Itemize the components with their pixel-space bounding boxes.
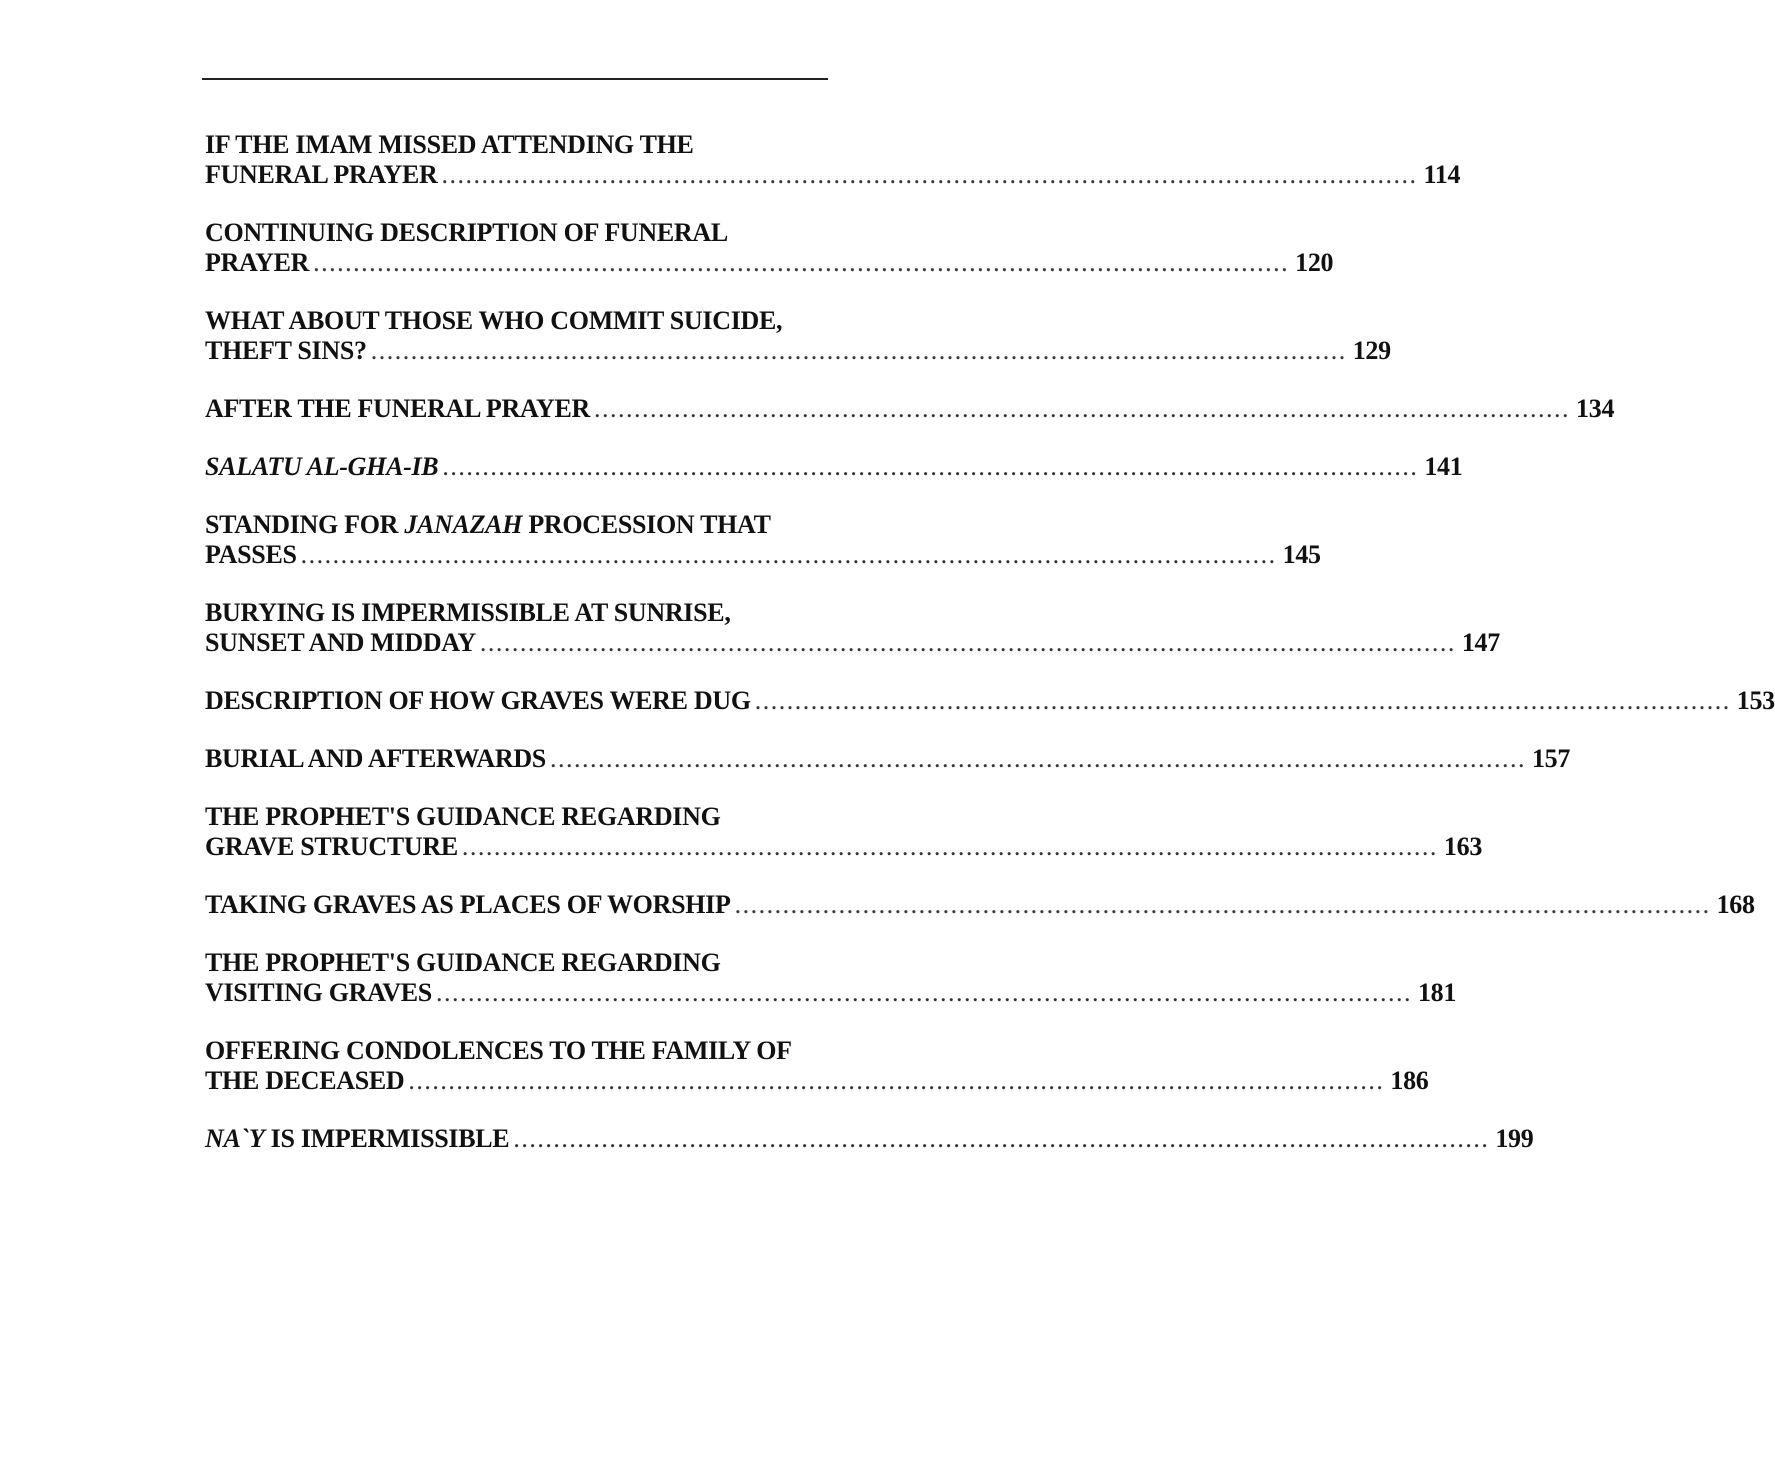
entry-title-line1: THE PROPHET'S GUIDANCE REGARDING	[205, 948, 721, 977]
page-number: 181	[1417, 978, 1457, 1007]
title-part: IS IMPERMISSIBLE	[264, 1124, 510, 1153]
entry-title-line1: WHAT ABOUT THOSE WHO COMMIT SUICIDE,	[205, 306, 783, 335]
entry-title: TAKING GRAVES AS PLACES OF WORSHIP	[205, 890, 731, 919]
page-number: 163	[1443, 832, 1483, 861]
title-part: STANDING FOR	[205, 510, 405, 539]
toc-entry	[205, 890, 1755, 920]
entry-title-line1: BURYING IS IMPERMISSIBLE AT SUNRISE,	[205, 598, 731, 627]
toc-entry	[205, 452, 1463, 482]
toc-entry	[205, 1036, 1429, 1096]
page-number: 114	[1423, 160, 1461, 189]
dot-leader: ..........................................................................................................................	[549, 744, 1526, 773]
dot-leader: ..........................................................................................................................	[435, 978, 1412, 1007]
toc-entry	[205, 948, 1457, 1008]
toc-entry	[205, 598, 1500, 658]
dot-leader: ..........................................................................................................................	[441, 160, 1418, 189]
page-number: 199	[1495, 1124, 1534, 1153]
toc-entry	[205, 1124, 1534, 1154]
entry-title-line2: FUNERAL PRAYER	[205, 160, 438, 189]
entry-title-line1: CONTINUING DESCRIPTION OF FUNERAL	[205, 218, 728, 247]
entry-title	[205, 1124, 509, 1154]
entry-title-line2: PRAYER	[205, 248, 310, 277]
page-number: 129	[1352, 336, 1391, 365]
toc-entry	[205, 686, 1775, 716]
dot-leader: ..........................................................................................................................	[479, 628, 1456, 657]
title-italic-term: NA`Y	[205, 1124, 265, 1153]
entry-title: AFTER THE FUNERAL PRAYER	[205, 394, 591, 423]
dot-leader: ..........................................................................................................................	[594, 394, 1571, 423]
toc-entry	[205, 306, 1391, 366]
dot-leader: ..........................................................................................................................	[408, 1066, 1385, 1095]
page-number: 153	[1736, 686, 1775, 715]
entry-title: SALATU AL-GHA-IB	[205, 452, 439, 481]
title-part: PROCESSION THAT	[522, 510, 771, 539]
page-number: 168	[1716, 890, 1755, 919]
toc-entry	[205, 130, 1461, 190]
dot-leader: ..........................................................................................................................	[754, 686, 1731, 715]
entry-title: DESCRIPTION OF HOW GRAVES WERE DUG	[205, 686, 751, 715]
entry-title-line2: PASSES	[205, 540, 297, 569]
entry-title-line1: THE PROPHET'S GUIDANCE REGARDING	[205, 802, 721, 831]
dot-leader: ..........................................................................................................................	[442, 452, 1419, 481]
dot-leader: ..........................................................................................................................	[313, 248, 1290, 277]
page-number: 157	[1531, 744, 1571, 773]
page-number: 186	[1390, 1066, 1429, 1095]
title-italic-term: JANAZAH	[404, 510, 523, 539]
table-of-contents	[205, 130, 1775, 1182]
dot-leader: ..........................................................................................................................	[370, 336, 1347, 365]
toc-entry	[205, 394, 1615, 424]
page-number: 147	[1461, 628, 1500, 657]
entry-title-line1: IF THE IMAM MISSED ATTENDING THE	[205, 130, 694, 159]
entry-title-line2: GRAVE STRUCTURE	[205, 832, 458, 861]
entry-title-line1	[205, 510, 865, 540]
page-number: 120	[1295, 248, 1334, 277]
top-rule	[202, 78, 828, 80]
page-number: 145	[1282, 540, 1321, 569]
page-number: 134	[1576, 394, 1615, 423]
toc-entry	[205, 510, 1321, 570]
page-number: 141	[1424, 452, 1463, 481]
toc-entry	[205, 744, 1571, 774]
toc-entry	[205, 802, 1483, 862]
toc-entry	[205, 218, 1334, 278]
dot-leader: ..........................................................................................................................	[734, 890, 1711, 919]
entry-title-line1: OFFERING CONDOLENCES TO THE FAMILY OF	[205, 1036, 792, 1065]
entry-title: BURIAL AND AFTERWARDS	[205, 744, 546, 773]
entry-title-line2: THEFT SINS?	[205, 336, 367, 365]
dot-leader: ..........................................................................................................................	[513, 1124, 1490, 1153]
dot-leader: ..........................................................................................................................	[300, 540, 1277, 569]
dot-leader: ..........................................................................................................................	[461, 832, 1438, 861]
entry-title-line2: SUNSET AND MIDDAY	[205, 628, 476, 657]
entry-title-line2: THE DECEASED	[205, 1066, 405, 1095]
entry-title-line2: VISITING GRAVES	[205, 978, 432, 1007]
